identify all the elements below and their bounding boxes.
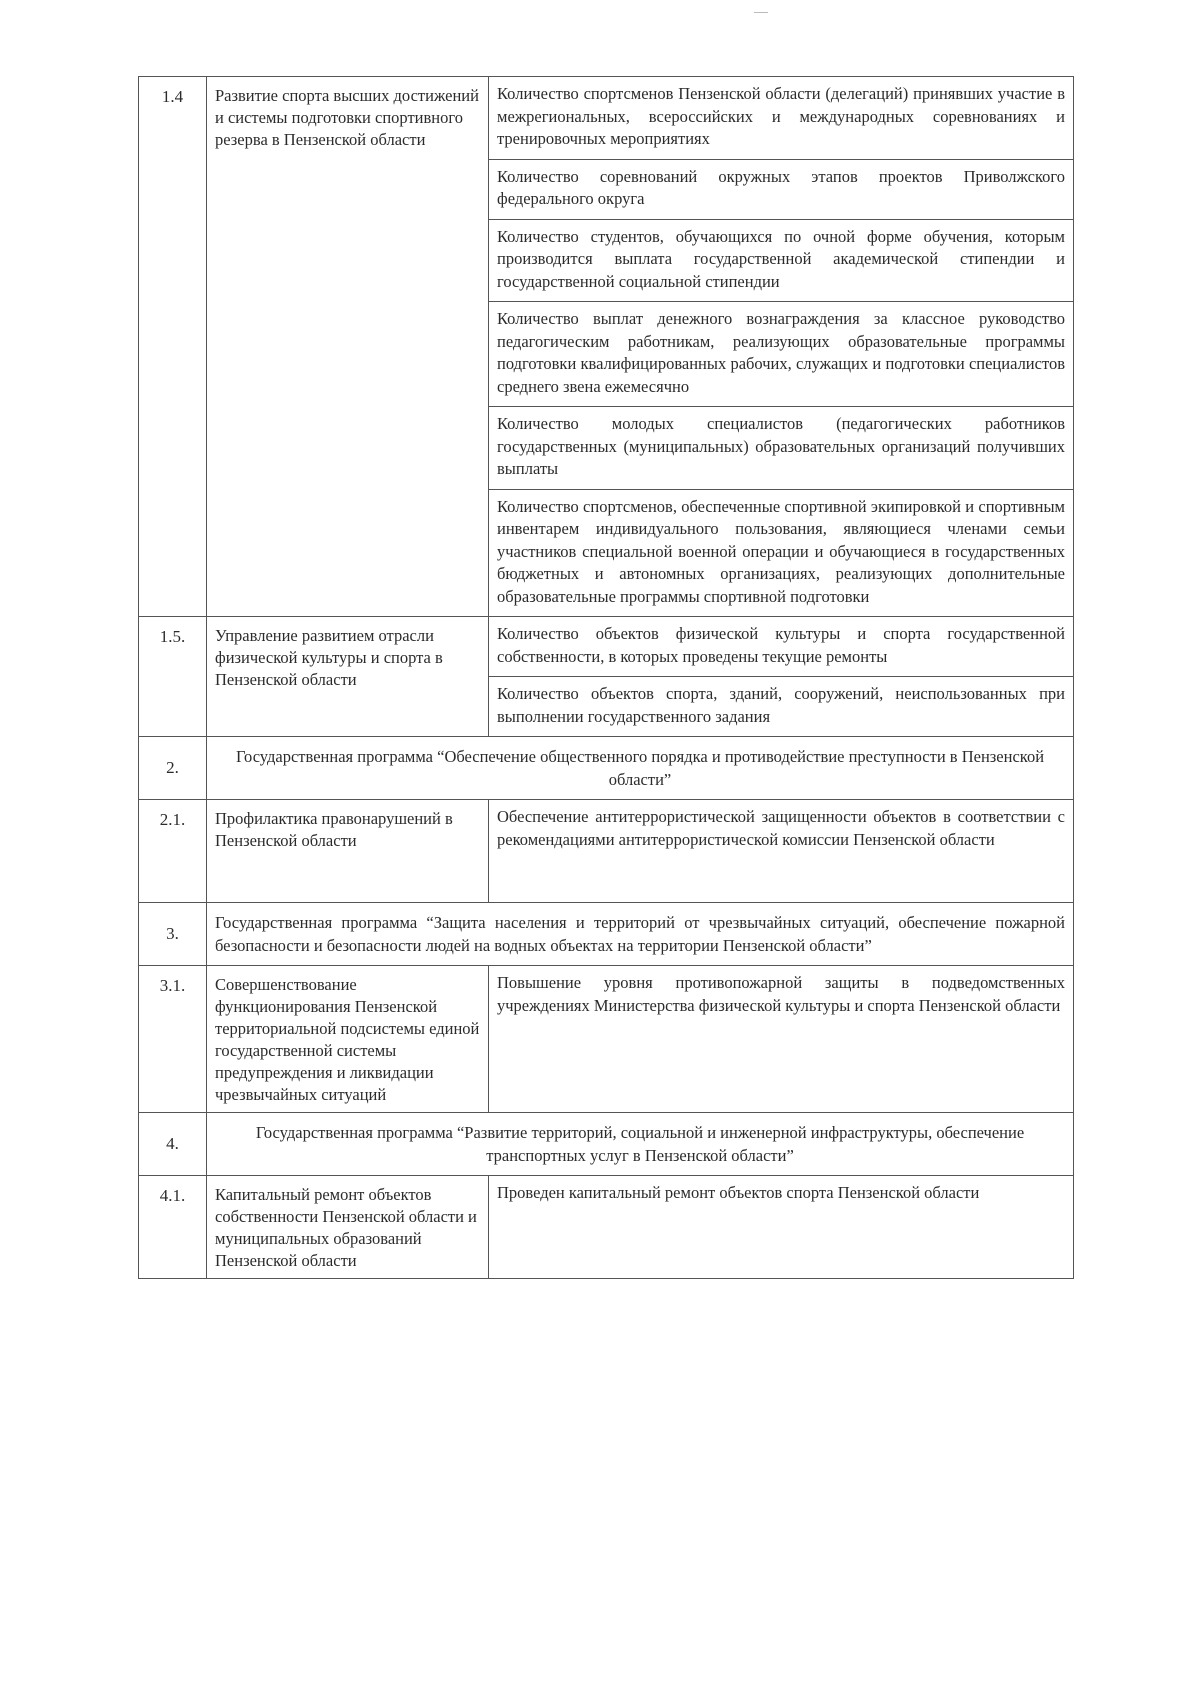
activity-name: Капитальный ремонт объектов собственности Пензенской области и муниципальных образований Пензенской области bbox=[207, 1176, 489, 1279]
program-row bbox=[139, 903, 1074, 966]
table-row bbox=[139, 77, 1074, 160]
indicator-cell: Количество соревнований окружных этапов проектов Приволжского федерального округа bbox=[489, 159, 1074, 219]
activity-name: Профилактика правонарушений в Пензенской области bbox=[207, 800, 489, 903]
row-number: 4. bbox=[139, 1113, 207, 1176]
table-row bbox=[139, 1176, 1074, 1279]
program-title: Государственная программа “Развитие территорий, социальной и инженерной инфраструктуры, обеспечение транспортных услуг в Пензенской области” bbox=[207, 1113, 1074, 1176]
indicator-cell: Количество объектов физической культуры и спорта государственной собственности, в которых проведены текущие ремонты bbox=[489, 617, 1074, 677]
indicator-cell: Проведен капитальный ремонт объектов спорта Пензенской области bbox=[489, 1176, 1074, 1279]
indicator-cell: Количество спортсменов Пензенской области (делегаций) принявших участие в межрегиональных, всероссийских и международных соревнованиях и тренировочных мероприятиях bbox=[489, 77, 1074, 160]
indicator-cell: Количество студентов, обучающихся по очной форме обучения, которым производится выплата государственной академической стипендии и государственной социальной стипендии bbox=[489, 219, 1074, 302]
indicator-cell: Количество молодых специалистов (педагогических работников государственных (муниципальных) образовательных организаций получивших выплаты bbox=[489, 407, 1074, 490]
program-row bbox=[139, 737, 1074, 800]
indicator-cell: Повышение уровня противопожарной защиты в подведомственных учреждениях Министерства физической культуры и спорта Пензенской области bbox=[489, 966, 1074, 1113]
row-number: 2. bbox=[139, 737, 207, 800]
program-row bbox=[139, 1113, 1074, 1176]
table-row bbox=[139, 966, 1074, 1113]
activity-name: Управление развитием отрасли физической культуры и спорта в Пензенской области bbox=[207, 617, 489, 737]
table-row bbox=[139, 800, 1074, 903]
indicator-cell: Количество выплат денежного вознаграждения за классное руководство педагогическим работникам, реализующих образовательные программы подготовки квалифицированных рабочих, служащих и подготовки специалистов среднего звена ежемесячно bbox=[489, 302, 1074, 407]
indicator-cell: Количество спортсменов, обеспеченные спортивной экипировкой и спортивным инвентарем индивидуального пользования, являющиеся членами семьи участников специальной военной операции и обучающиеся в государственных бюджетных и автономных организациях, реализующих дополнительные образовательные программы спортивной подготовки bbox=[489, 489, 1074, 617]
activity-name: Совершенствование функционирования Пензенской территориальной подсистемы единой государственной системы предупреждения и ликвидации чрезвычайных ситуаций bbox=[207, 966, 489, 1113]
row-number: 2.1. bbox=[139, 800, 207, 903]
table-row bbox=[139, 617, 1074, 677]
row-number: 1.5. bbox=[139, 617, 207, 737]
activity-name: Развитие спорта высших достижений и системы подготовки спортивного резерва в Пензенской области bbox=[207, 77, 489, 617]
indicator-cell: Количество объектов спорта, зданий, сооружений, неиспользованных при выполнении государственного задания bbox=[489, 677, 1074, 737]
row-number: 3.1. bbox=[139, 966, 207, 1113]
scan-mark bbox=[754, 12, 768, 13]
row-number: 4.1. bbox=[139, 1176, 207, 1279]
row-number: 3. bbox=[139, 903, 207, 966]
program-title: Государственная программа “Защита населения и территорий от чрезвычайных ситуаций, обеспечение пожарной безопасности и безопасности людей на водных объектах на территории Пензенской области” bbox=[207, 903, 1074, 966]
indicator-cell: Обеспечение антитеррористической защищенности объектов в соответствии с рекомендациями антитеррористической комиссии Пензенской области bbox=[489, 800, 1074, 903]
row-number: 1.4 bbox=[139, 77, 207, 617]
program-title: Государственная программа “Обеспечение общественного порядка и противодействие преступности в Пензенской области” bbox=[207, 737, 1074, 800]
program-indicators-table bbox=[138, 76, 1074, 1279]
